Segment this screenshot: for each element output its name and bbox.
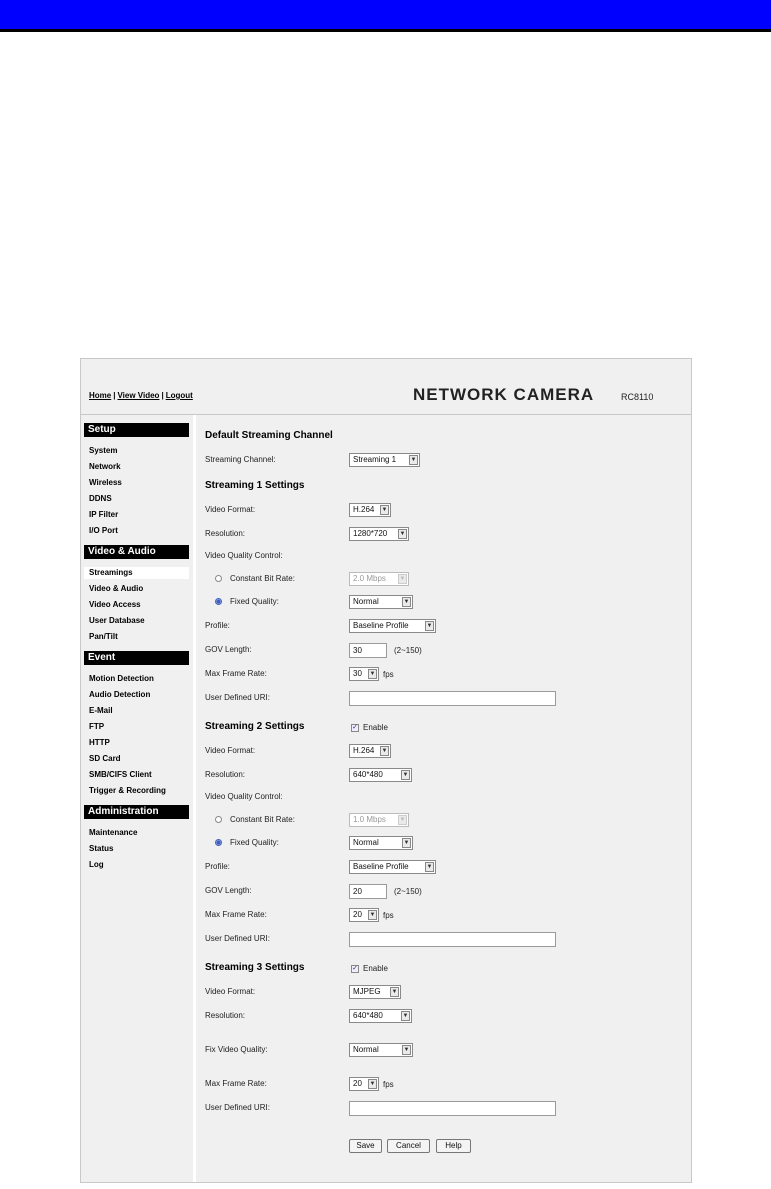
sidebar-item-pan-tilt[interactable]: Pan/Tilt: [89, 632, 118, 641]
chevron-down-icon: ▼: [381, 507, 388, 513]
s1-fixed-quality-label: Fixed Quality:: [230, 597, 279, 606]
sidebar-item-smb-cifs-client[interactable]: SMB/CIFS Client: [89, 770, 152, 779]
link-separator: |: [113, 391, 116, 400]
s2-fixed-quality-radio[interactable]: [215, 839, 222, 846]
s1-fps-label: Max Frame Rate:: [205, 669, 267, 678]
s3-fix-quality-label: Fix Video Quality:: [205, 1045, 268, 1054]
streaming-channel-label: Streaming Channel:: [205, 455, 276, 464]
s1-cbr-select[interactable]: 2.0 Mbps ▼: [349, 572, 409, 586]
s2-enable-label: Enable: [363, 723, 388, 732]
s1-gov-range: (2~150): [394, 646, 422, 655]
chevron-down-icon: ▼: [399, 817, 406, 823]
s3-fix-quality-select[interactable]: Normal ▼: [349, 1043, 413, 1057]
sidebar-item-network[interactable]: Network: [89, 462, 121, 471]
link-separator: |: [161, 391, 164, 400]
sidebar-item-ftp[interactable]: FTP: [89, 722, 105, 731]
save-button[interactable]: Save: [349, 1139, 382, 1153]
s2-fixed-quality-select[interactable]: Normal ▼: [349, 836, 413, 850]
s2-cbr-radio[interactable]: [215, 816, 222, 823]
sidebar-item-log[interactable]: Log: [89, 860, 104, 869]
top-banner: [0, 0, 771, 32]
s1-resolution-label: Resolution:: [205, 529, 246, 538]
streaming-channel-select[interactable]: Streaming 1 ▼: [349, 453, 420, 467]
s2-fps-unit: fps: [383, 911, 394, 920]
s3-enable-checkbox[interactable]: ✓: [352, 965, 358, 972]
s3-fps-label: Max Frame Rate:: [205, 1079, 267, 1088]
s2-cbr-select[interactable]: 1.0 Mbps ▼: [349, 813, 409, 827]
default-channel-title: Default Streaming Channel: [205, 430, 333, 441]
s2-gov-label: GOV Length:: [205, 886, 252, 895]
sidebar-item-wireless[interactable]: Wireless: [89, 478, 122, 487]
section-header-administration: Administration: [84, 805, 189, 819]
s2-video-format-select[interactable]: H.264 ▼: [349, 744, 391, 758]
section-header-event: Event: [84, 651, 189, 665]
s2-uri-label: User Defined URI:: [205, 934, 270, 943]
chevron-down-icon: ▼: [391, 989, 398, 995]
cancel-button[interactable]: Cancel: [387, 1139, 430, 1153]
chevron-down-icon: ▼: [426, 623, 433, 629]
chevron-down-icon: ▼: [381, 748, 388, 754]
header: [81, 359, 691, 415]
view-video-link[interactable]: View Video: [117, 391, 160, 400]
sidebar-item-audio-detection[interactable]: Audio Detection: [89, 690, 151, 699]
logout-link[interactable]: Logout: [165, 391, 193, 400]
s1-vqc-label: Video Quality Control:: [205, 551, 283, 560]
sidebar-item-sd-card[interactable]: SD Card: [89, 754, 121, 763]
chevron-down-icon: ▼: [403, 599, 410, 605]
sidebar-item-ip-filter[interactable]: IP Filter: [89, 510, 119, 519]
s2-resolution-select[interactable]: 640*480 ▼: [349, 768, 412, 782]
sidebar: [81, 415, 196, 1182]
sidebar-item-http[interactable]: HTTP: [89, 738, 110, 747]
s1-profile-label: Profile:: [205, 621, 230, 630]
s2-vqc-label: Video Quality Control:: [205, 792, 283, 801]
section-header-setup: Setup: [84, 423, 189, 437]
streaming3-title: Streaming 3 Settings: [205, 962, 305, 973]
s1-cbr-label: Constant Bit Rate:: [230, 574, 295, 583]
s3-enable-label: Enable: [363, 964, 388, 973]
camera-web-ui: [80, 358, 692, 1183]
s3-resolution-label: Resolution:: [205, 1011, 246, 1020]
streaming2-title: Streaming 2 Settings: [205, 721, 305, 732]
s1-cbr-radio[interactable]: [215, 575, 222, 582]
chevron-down-icon: ▼: [369, 912, 376, 918]
s2-uri-input[interactable]: [349, 932, 556, 947]
sidebar-item-video-access[interactable]: Video Access: [89, 600, 141, 609]
s3-fps-select[interactable]: 20 ▼: [349, 1077, 379, 1091]
model-name: RC8110: [621, 392, 654, 402]
home-link[interactable]: Home: [89, 391, 112, 400]
help-button[interactable]: Help: [436, 1139, 471, 1153]
s1-video-format-label: Video Format:: [205, 505, 256, 514]
s2-fixed-quality-label: Fixed Quality:: [230, 838, 279, 847]
s2-fps-label: Max Frame Rate:: [205, 910, 267, 919]
chevron-down-icon: ▼: [403, 840, 410, 846]
sidebar-item-motion-detection[interactable]: Motion Detection: [89, 674, 154, 683]
s2-gov-range: (2~150): [394, 887, 422, 896]
s1-gov-label: GOV Length:: [205, 645, 252, 654]
s3-video-format-select[interactable]: MJPEG ▼: [349, 985, 401, 999]
top-links: [89, 391, 193, 400]
s1-resolution-select[interactable]: 1280*720 ▼: [349, 527, 409, 541]
chevron-down-icon: ▼: [399, 576, 406, 582]
s2-profile-select[interactable]: Baseline Profile ▼: [349, 860, 436, 874]
chevron-down-icon: ▼: [402, 1013, 409, 1019]
settings-form: [196, 415, 691, 1182]
sidebar-item-status[interactable]: Status: [89, 844, 114, 853]
streaming1-title: Streaming 1 Settings: [205, 480, 305, 491]
s1-fps-select[interactable]: 30 ▼: [349, 667, 379, 681]
s2-enable-checkbox[interactable]: ✓: [352, 724, 358, 731]
sidebar-item-ddns[interactable]: DDNS: [89, 494, 112, 503]
chevron-down-icon: ▼: [402, 772, 409, 778]
brand-title: NETWORK CAMERA: [413, 385, 595, 404]
chevron-down-icon: ▼: [369, 1081, 376, 1087]
s1-fixed-quality-radio[interactable]: [215, 598, 222, 605]
sidebar-item-system[interactable]: System: [89, 446, 118, 455]
sidebar-item-email[interactable]: E-Mail: [89, 706, 113, 715]
s2-cbr-label: Constant Bit Rate:: [230, 815, 295, 824]
s3-uri-input[interactable]: [349, 1101, 556, 1116]
s1-uri-input[interactable]: [349, 691, 556, 706]
s1-uri-label: User Defined URI:: [205, 693, 270, 702]
section-header-video-audio: Video & Audio: [84, 545, 189, 559]
s3-resolution-select[interactable]: 640*480 ▼: [349, 1009, 412, 1023]
s2-fps-select[interactable]: 20 ▼: [349, 908, 379, 922]
s3-uri-label: User Defined URI:: [205, 1103, 270, 1112]
s2-video-format-label: Video Format:: [205, 746, 256, 755]
s1-fps-unit: fps: [383, 670, 394, 679]
s3-fps-unit: fps: [383, 1080, 394, 1089]
chevron-down-icon: ▼: [403, 1047, 410, 1053]
chevron-down-icon: ▼: [369, 671, 376, 677]
s2-profile-label: Profile:: [205, 862, 230, 871]
chevron-down-icon: ▼: [410, 457, 417, 463]
sidebar-item-video-audio[interactable]: Video & Audio: [89, 584, 144, 593]
chevron-down-icon: ▼: [426, 864, 433, 870]
sidebar-item-trigger-recording[interactable]: Trigger & Recording: [89, 786, 166, 795]
s2-resolution-label: Resolution:: [205, 770, 246, 779]
sidebar-item-user-database[interactable]: User Database: [89, 616, 145, 625]
sidebar-item-io-port[interactable]: I/O Port: [89, 526, 118, 535]
chevron-down-icon: ▼: [399, 531, 406, 537]
sidebar-item-streamings[interactable]: Streamings: [84, 567, 189, 579]
sidebar-item-maintenance[interactable]: Maintenance: [89, 828, 138, 837]
s1-video-format-select[interactable]: H.264 ▼: [349, 503, 391, 517]
s1-gov-input[interactable]: 30: [349, 643, 387, 658]
s3-video-format-label: Video Format:: [205, 987, 256, 996]
s1-profile-select[interactable]: Baseline Profile ▼: [349, 619, 436, 633]
s1-fixed-quality-select[interactable]: Normal ▼: [349, 595, 413, 609]
s2-gov-input[interactable]: 20: [349, 884, 387, 899]
